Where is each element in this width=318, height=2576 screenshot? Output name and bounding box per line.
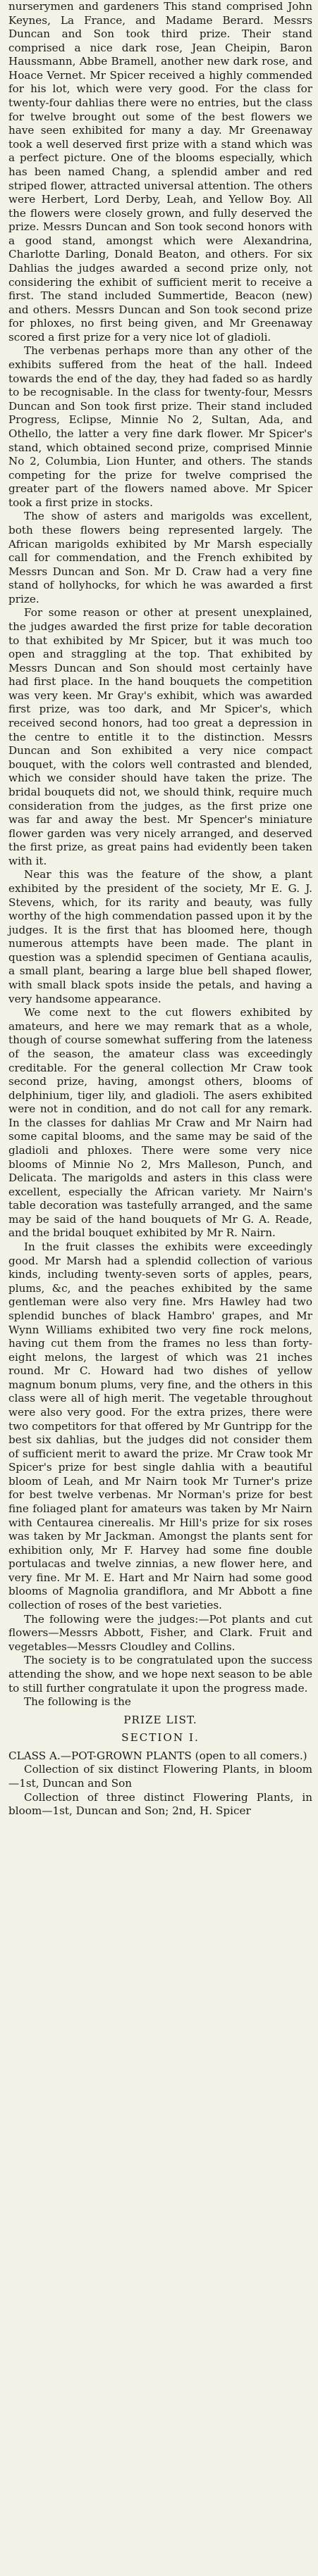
section-title: SECTION I.: [121, 1731, 200, 1745]
article-paragraph: Near this was the feature of the show, a plant exhibited by the president of the society, Mr E. G. J. Stevens, which, for its rarity and beauty, was fully worthy of the high commendation passed upon it by the judges. It is the first that has bloomed here, though numerous attempts have been made. The plant in question was a splendid specimen of Gentiana acaulis, a small plant, bearing a large blue bell shaped flower, with small black spots inside the petals, and having a very handsome appearance.: [8, 868, 312, 1005]
article-paragraph: The verbenas perhaps more than any other of the exhibits suffered from the heat of the hall. Indeed towards the end of the day, they had faded so as hardly to be recognisable. In the class for twenty-four, Messrs Duncan and Son took first prize. Their stand included Progress, Eclipse, Minnie No 2, Sultan, Ada, and Othello, the latter a very fine dark flower. Mr Spicer's stand, which obtained second prize, comprised Minnie No 2, Columbia, Lion Hunter, and others. The stands competing for the prize for twelve comprised the greater part of the flowers named above. Mr Spicer took a first prize in stocks.: [8, 344, 312, 509]
article-paragraph: In the fruit classes the exhibits were exceedingly good. Mr Marsh had a splendid collection of various kinds, including twenty-seven sorts of apples, pears, plums, &c, and the peaches exhibited by the same gentleman were also very fine. Mrs Hawley had two splendid bunches of black Hambro' grapes, and Mr Wynn Williams exhibited two very fine rock melons, having cut them from the frames no less than forty-eight melons, the largest of which was 21 inches round. Mr C. Howard had two dishes of yellow magnum bonum plums, very fine, and the others in this class were all of high merit. The vegetable throughout were also very good. For the extra prizes, there were two competitors for that offered by Mr Guntripp for the best six dahlias, but the judges did not consider them of sufficient merit to award the prize. Mr Craw took Mr Spicer's prize for best single dahlia with a beautiful bloom of Leah, and Mr Nairn took Mr Turner's prize for best twelve verbenas. Mr Norman's prize for best fine foliaged plant for amateurs was taken by Mr Nairn with Centaurea cinerealis. Mr Hill's prize for six roses was taken by Mr Jackman. Amongst the plants sent for exhibition only, Mr F. Harvey had some fine double portulacas and twelve zinnias, a new flower here, and very fine. Mr M. E. Hart and Mr Nairn had some good blooms of Magnolia grandiflora, and Mr Abbott a fine collection of roses of the best varieties.: [8, 1240, 312, 1612]
article-paragraph: The society is to be congratulated upon the success attending the show, and we hope next season to be able to still further congratulate it upon the progress made.: [8, 1654, 312, 1695]
prize-list-intro: The following is the: [24, 1695, 131, 1709]
article-paragraph: nurserymen and gardeners This stand comprised John Keynes, La France, and Madame Berard. Messrs Duncan and Son took third prize. Their stand comprised a nice dark rose, Jean Cheipin, Baron Haussmann, Abbe Bramell, another new dark rose, and Hoace Vernet. Mr Spicer received a highly commended for his lot, which were very good. For the class for twenty-four dahlias there were no entries, but the class for twelve brought out some of the best flowers we have seen exhibited for many a day. Mr Greenaway took a well deserved first prize with a stand which was a perfect picture. One of the blooms especially, which has been named Chang, a splendid amber and red striped flower, attracted universal attention. The others were Herbert, Lord Derby, Leah, and Yellow Boy. All the flowers were closely grown, and fully deserved the prize. Messrs Duncan and Son took second honors with a good stand, amongst which were Alexandrina, Charlotte Darling, Donald Beaton, and others. For six Dahlias the judges awarded a second prize only, not considering the exhibit of sufficient merit to receive a first. The stand included Summertide, Beacon (new) and others. Messrs Duncan and Son took second prize for phloxes, no first being given, and Mr Greenaway scored a first prize for a very nice lot of gladioli.: [8, 0, 312, 344]
article-paragraph: The following were the judges:—Pot plants and cut flowers—Messrs Abbott, Fisher, and Clark. Fruit and vegetables—Messrs Cloudley and Collins.: [8, 1612, 312, 1653]
prize-entry: Collection of six distinct Flowering Plants, in bloom—1st, Duncan and Son: [8, 1763, 312, 1790]
prize-entry: Collection of three distinct Flowering Plants, in bloom—1st, Duncan and Son; 2nd, H. Spicer: [8, 1790, 312, 1818]
article-paragraph: We come next to the cut flowers exhibited by amateurs, and here we may remark that as a whole, though of course somewhat suffering from the lateness of the season, the amateur class was exceedingly creditable. For the general collection Mr Craw took second prize, having, amongst others, blooms of delphinium, tiger lily, and gladioli. The asers exhibited were not in condition, and do not call for any remark. In the classes for dahlias Mr Craw and Mr Nairn had some capital blooms, and the same may be said of the gladioli and phloxes. There were some very nice blooms of Minnie No 2, Mrs Malleson, Punch, and Delicata. The marigolds and asters in this class were excellent, especially the African variety. Mr Nairn's table decoration was tastefully arranged, and the same may be said of the hand bouquets of Mr G. A. Reade, and the bridal bouquet exhibited by Mr R. Nairn.: [8, 1006, 312, 1240]
article-paragraph: For some reason or other at present unexplained, the judges awarded the first prize for table decoration to that exhibited by Mr Spicer, but it was much too open and straggling at the top. That exhibited by Messrs Duncan and Son should most certainly have had first place. In the hand bouquets the competition was very keen. Mr Gray's exhibit, which was awarded first prize, was too dark, and Mr Spicer's, which received second honors, had too great a depression in the centre to entitle it to the distinction. Messrs Duncan and Son exhibited a very nice compact bouquet, with the colors well contrasted and blended, which we consider should have taken the prize. The bridal bouquets did not, we should think, require much consideration from the judges, as the first prize one was far and away the best. Mr Spencer's miniature flower garden was very nicely arranged, and deserved the first prize, as great pains had evidently been taken with it.: [8, 606, 312, 867]
prize-list-title: PRIZE LIST.: [123, 1713, 197, 1726]
article-paragraph: The show of asters and marigolds was excellent, both these flowers being represented largely. The African marigolds exhibited by Mr Marsh especially call for commendation, and the French exhibited by Messrs Duncan and Son. Mr D. Craw had a very fine stand of hollyhocks, for which he was awarded a first prize.: [8, 510, 312, 605]
class-heading: CLASS A.—POT-GROWN PLANTS (open to all comers.): [8, 1749, 307, 1762]
